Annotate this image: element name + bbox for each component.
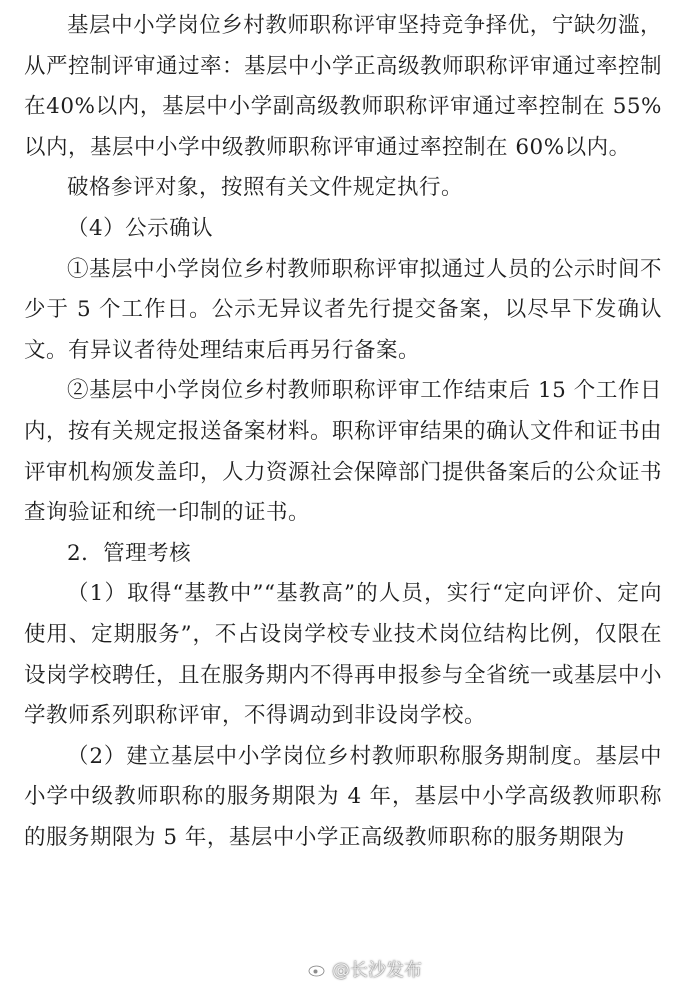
paragraph-publicity-period: ①基层中小学岗位乡村教师职称评审拟通过人员的公示时间不少于 5 个工作日。公示无异议者先行提交备案，以尽早下发确认文。有异议者待处理结束后再另行备案。 [24,256,662,363]
paragraph-filing-materials: ②基层中小学岗位乡村教师职称评审工作结束后 15 个工作日内，按有关规定报送备案材料。职称评审结果的确认文件和证书由评审机构颁发盖印，人力资源社会保障部门提供备案后的公众证书查询验证和统一印制的证书。 [24,378,663,526]
paragraph-service-period: （2）建立基层中小学岗位乡村教师职称服务期制度。基层中小学中级教师职称的服务期限为 4 年，基层中小学高级教师职称的服务期限为 5 年，基层中小学正高级教师职称的服务期限为 [24,743,662,850]
watermark [308,956,422,982]
heading-publicity-confirmation: （4）公示确认 [67,215,214,241]
watermark-text: @长沙发布 [332,960,422,981]
paragraph-exception-candidates: 破格参评对象，按照有关文件规定执行。 [67,175,464,201]
paragraph-directional-evaluation: （1）取得“基教中”“基教高”的人员，实行“定向评价、定向使用、定期服务”，不占设岗学校专业技术岗位结构比例，仅限在设岗学校聘任，且在服务期内不得再申报参与全省统一或基层中小学教师系列职称评审，不得调动到非设岗学校。 [24,581,663,729]
paragraph-pass-rate: 基层中小学岗位乡村教师职称评审坚持竞争择优，宁缺勿滥，从严控制评审通过率：基层中小学正高级教师职称评审通过率控制在40%以内，基层中小学副高级教师职称评审通过率控制在 55%以内，基层中小学中级教师职称评审通过率控制在 60%以内。 [24,13,663,160]
weibo-icon [308,961,328,977]
heading-management-assessment: 2．管理考核 [67,540,192,566]
